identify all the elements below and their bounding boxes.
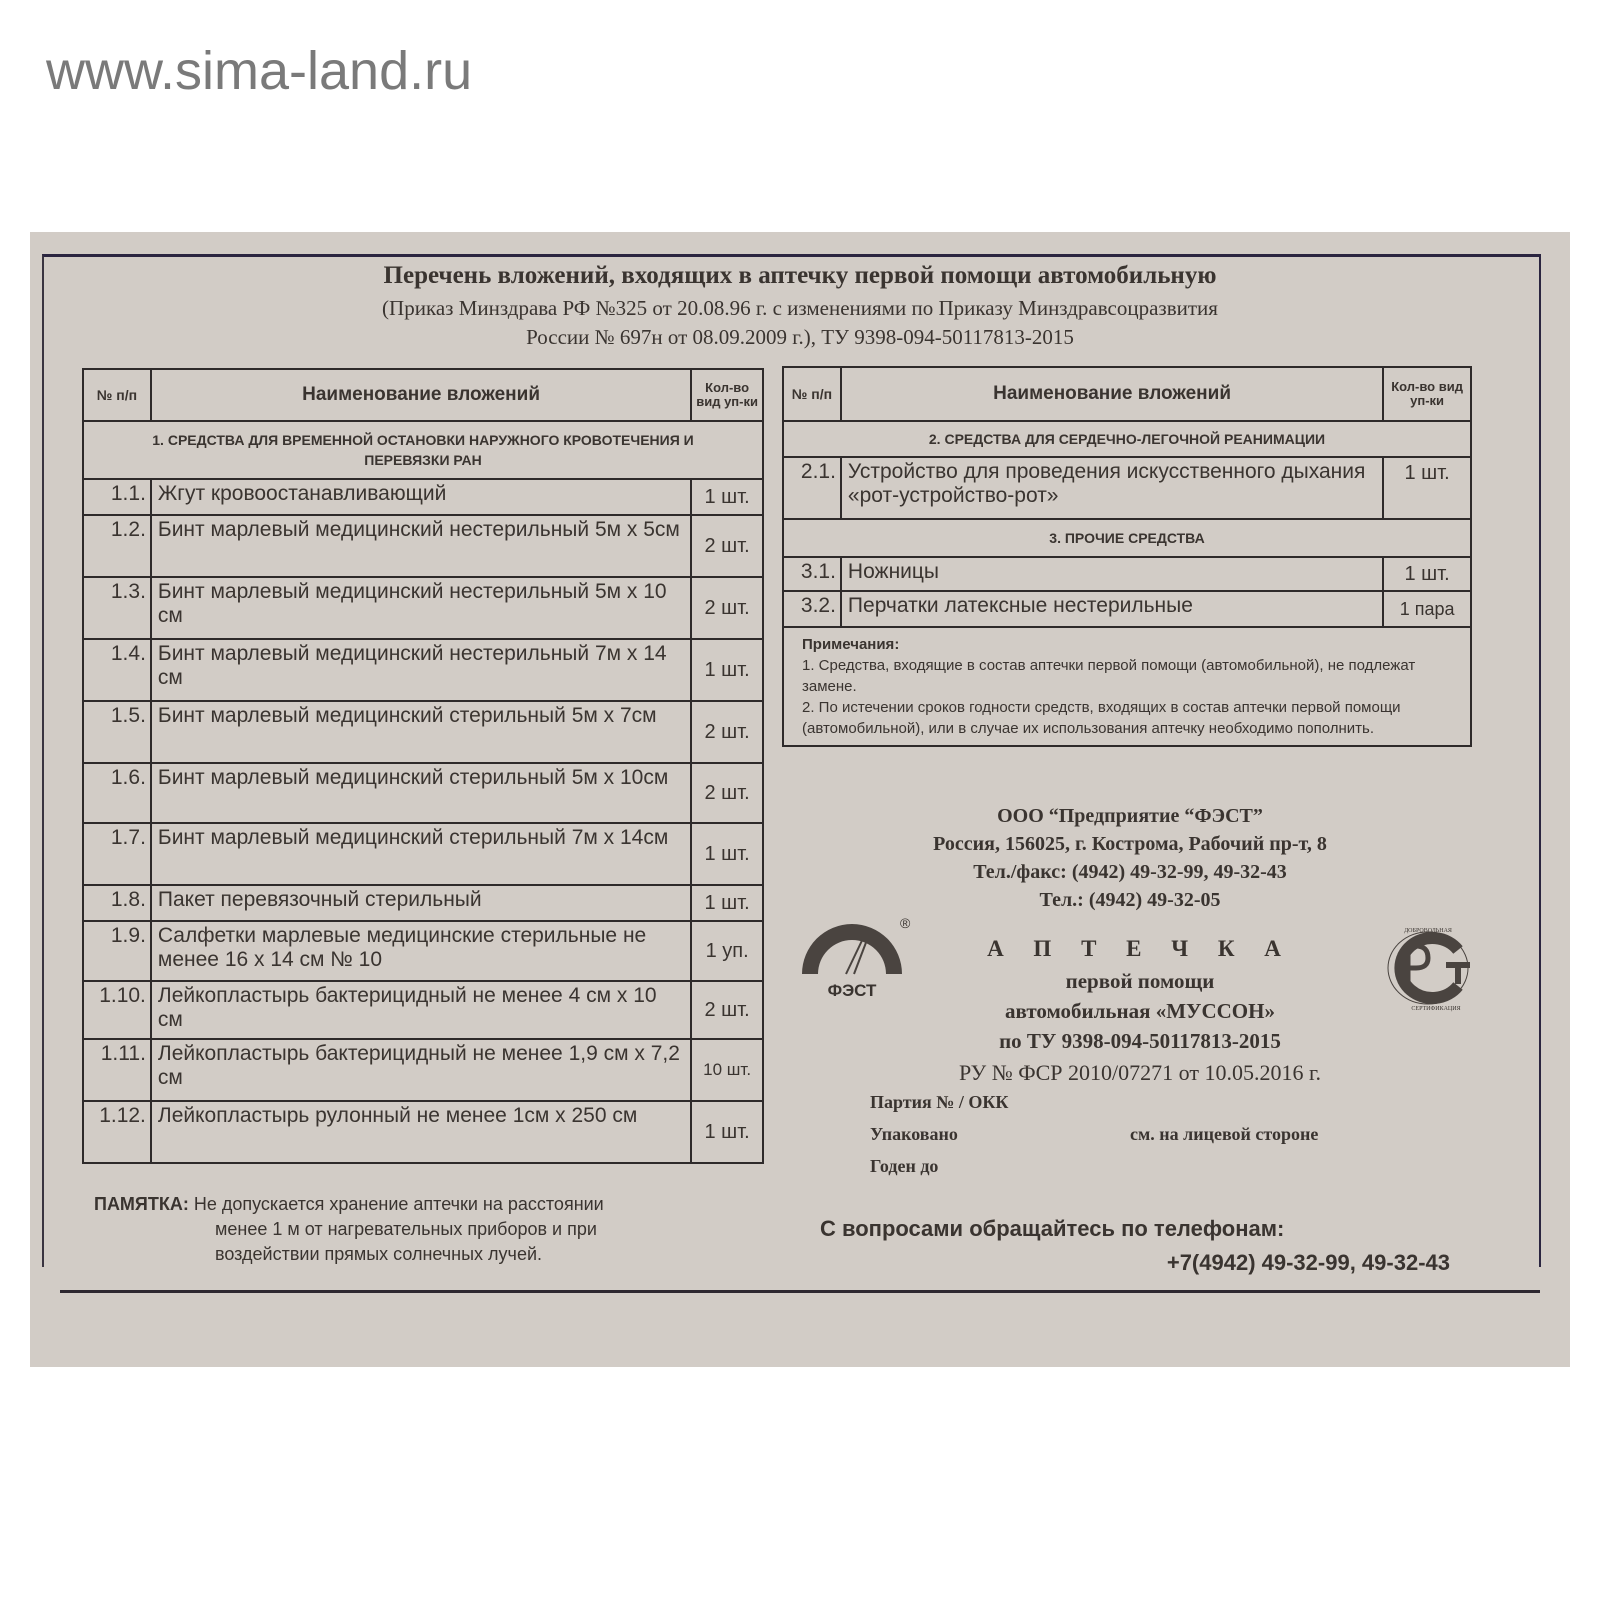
row-name: Бинт марлевый медицинский стерильный 5м х 7см [151,701,691,763]
notes-title: Примечания: [802,636,900,653]
row-number: 1.10. [83,981,151,1039]
row-qty: 1 шт. [691,479,763,515]
row-number: 1.7. [83,823,151,885]
company-phone: Тел.: (4942) 49-32-05 [1039,889,1221,911]
kit-registration: РУ № ФСР 2010/07271 от 10.05.2016 г. [958,1060,1322,1085]
table-row [83,515,763,577]
column-header-qty: Кол-во вид уп-ки [1383,367,1471,421]
row-name: Лейкопластырь рулонный не менее 1см х 250 см [151,1101,691,1163]
memo-line1: Не допускается хранение аптечки на расстоянии [193,1194,604,1214]
table-row [83,763,763,823]
watermark-url: www.sima-land.ru [46,41,473,101]
row-qty: 1 шт. [1383,557,1471,591]
kit-spec: по ТУ 9398-094-50117813-2015 [999,1029,1281,1053]
contact-prompt: С вопросами обращайтесь по телефонам: [820,1216,1285,1241]
row-number: 1.12. [83,1101,151,1163]
rst-top-text: ДОБРОВОЛЬНАЯ [1404,928,1452,934]
batch-label: Партия № / ОКК [870,1092,1009,1112]
document-title: Перечень вложений, входящих в аптечку первой помощи автомобильную [383,262,1217,289]
table-row [83,577,763,639]
document-subtitle-line1: (Приказ Минздрава РФ №325 от 20.08.96 г. с изменениями по Приказу Минздравсоцразвития [382,296,1218,320]
row-name: Бинт марлевый медицинский нестерильный 5м х 5см [151,515,691,577]
row-name: Лейкопластырь бактерицидный не менее 4 см х 10 см [151,981,691,1039]
batch-fields [870,1092,1430,1188]
table-row [83,823,763,885]
right-items-table [782,366,1472,747]
row-number: 2.1. [783,457,841,519]
row-name: Перчатки латексные нестерильные [841,591,1383,627]
section-title-3: 3. ПРОЧИЕ СРЕДСТВА [783,519,1471,557]
section-row [783,519,1471,557]
left-items-table [82,368,764,1164]
row-number: 1.5. [83,701,151,763]
row-name: Бинт марлевый медицинский нестерильный 5м х 10 см [151,577,691,639]
kit-subtitle: первой помощи [1065,969,1215,993]
table-header-row [83,369,763,421]
table-row [783,557,1471,591]
row-number: 3.1. [783,557,841,591]
row-qty: 2 шт. [691,515,763,577]
row-number: 1.1. [83,479,151,515]
memo-line2: менее 1 м от нагревательных приборов и при [215,1219,597,1239]
contact-phones: +7(4942) 49-32-99, 49-32-43 [1166,1250,1450,1275]
rst-bottom-text: СЕРТИФИКАЦИЯ [1411,1006,1461,1012]
row-name: Бинт марлевый медицинский стерильный 5м х 10см [151,763,691,823]
table-row [83,885,763,921]
row-qty: 1 шт. [691,1101,763,1163]
registered-mark: ® [900,915,911,931]
row-qty: 1 шт. [691,823,763,885]
column-header-no: № п/п [83,369,151,421]
company-name: ООО “Предприятие “ФЭСТ” [997,805,1263,827]
table-row [83,639,763,701]
kit-model: автомобильная «МУССОН» [1005,999,1275,1023]
row-number: 1.6. [83,763,151,823]
document-header [30,262,1570,350]
note-2: 2. По истечении сроков годности средств, входящих в состав аптечки первой помощи (автомобильной), или в случае их использования аптечку необходимо пополнить. [802,699,1401,737]
row-qty: 1 уп. [691,921,763,981]
row-name: Лейкопластырь бактерицидный не менее 1,9 см х 7,2 см [151,1039,691,1101]
memo-line3: воздействии прямых солнечных лучей. [215,1244,543,1264]
row-qty: 2 шт. [691,701,763,763]
table-row [83,1101,763,1163]
company-address: Россия, 156025, г. Кострома, Рабочий пр-т, 8 [933,833,1327,855]
section-title-1 [83,421,763,479]
valid-until-label: Годен до [870,1156,939,1176]
table-header-row [783,367,1471,421]
table-row [783,457,1471,519]
table-row [83,981,763,1039]
section-row [83,421,763,479]
contact-block [820,1216,1450,1276]
row-name: Бинт марлевый медицинский нестерильный 7м х 14 см [151,639,691,701]
table-row [83,479,763,515]
memo-block [94,1192,754,1267]
row-name: Устройство для проведения искусственного дыхания «рот-устройство-рот» [841,457,1383,519]
row-qty: 2 шт. [691,763,763,823]
row-number: 1.2. [83,515,151,577]
row-name: Пакет перевязочный стерильный [151,885,691,921]
fest-logo-label: ФЭСТ [827,981,877,1000]
memo-label: ПАМЯТКА: [94,1194,189,1214]
bottom-divider [60,1290,1540,1293]
row-qty: 2 шт. [691,577,763,639]
note-1: 1. Средства, входящие в состав аптечки первой помощи (автомобильной), не подлежат замене. [802,657,1416,695]
kit-title: А П Т Е Ч К А [987,936,1293,961]
row-qty: 10 шт. [691,1039,763,1101]
row-name: Бинт марлевый медицинский стерильный 7м х 14см [151,823,691,885]
column-header-qty: Кол-во вид уп-ки [691,369,763,421]
leaflet-paper [30,232,1570,1367]
column-header-name: Наименование вложений [151,369,691,421]
row-qty: 2 шт. [691,981,763,1039]
row-number: 1.4. [83,639,151,701]
document-subtitle-line2: России № 697н от 08.09.2009 г.), ТУ 9398-094-50117813-2015 [526,325,1074,349]
company-phone-fax: Тел./факс: (4942) 49-32-99, 49-32-43 [973,861,1287,883]
table-row [83,701,763,763]
notes-cell [783,627,1471,746]
kit-title-block [850,932,1430,1090]
see-front-note: см. на лицевой стороне [1130,1124,1319,1144]
row-number: 3.2. [783,591,841,627]
row-number: 1.8. [83,885,151,921]
column-header-name: Наименование вложений [841,367,1383,421]
row-qty: 1 шт. [1383,457,1471,519]
notes-row [783,627,1471,746]
table-row [83,1039,763,1101]
row-qty: 1 шт. [691,885,763,921]
company-info [810,802,1450,914]
section-row [783,421,1471,457]
packed-label: Упаковано [870,1124,958,1144]
row-number: 1.11. [83,1039,151,1101]
section-title-2: 2. СРЕДСТВА ДЛЯ СЕРДЕЧНО-ЛЕГОЧНОЙ РЕАНИМАЦИИ [783,421,1471,457]
row-number: 1.9. [83,921,151,981]
row-qty: 1 шт. [691,639,763,701]
table-row [83,921,763,981]
row-qty: 1 пара [1383,591,1471,627]
row-name: Салфетки марлевые медицинские стерильные не менее 16 х 14 см № 10 [151,921,691,981]
column-header-no: № п/п [783,367,841,421]
row-name: Жгут кровоостанавливающий [151,479,691,515]
row-number: 1.3. [83,577,151,639]
section-title-text: 1. СРЕДСТВА ДЛЯ ВРЕМЕННОЙ ОСТАНОВКИ НАРУЖНОГО КРОВОТЕЧЕНИЯ И ПЕРЕВЯЗКИ РАН [152,432,694,468]
table-row [783,591,1471,627]
row-name: Ножницы [841,557,1383,591]
